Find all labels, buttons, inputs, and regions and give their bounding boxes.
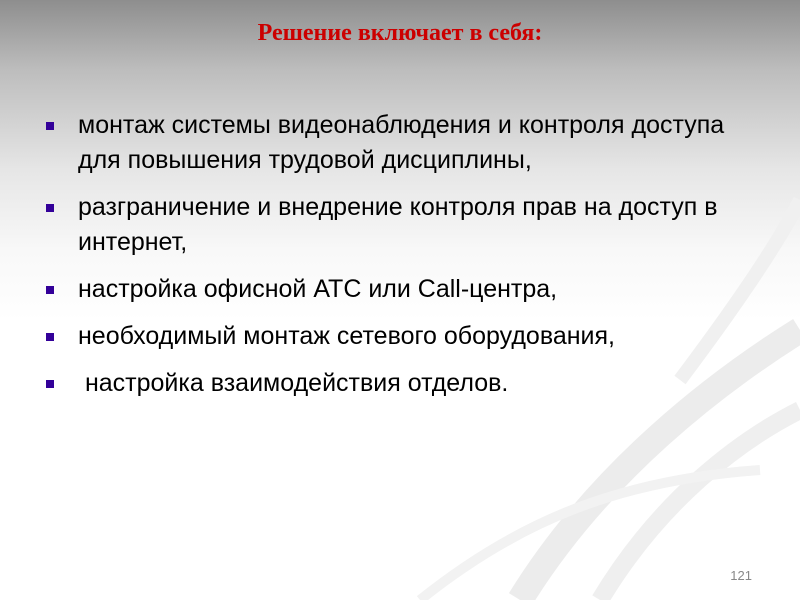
slide-title: Решение включает в себя: xyxy=(257,20,543,46)
bullet-list xyxy=(40,108,770,413)
page-number: 121 xyxy=(730,568,752,583)
bullet-text: разграничение и внедрение контроля прав на доступ в интернет, xyxy=(78,193,718,256)
list-item xyxy=(40,366,770,401)
list-item xyxy=(40,190,770,260)
bullet-text: настройка офисной АТС или Call-центра, xyxy=(78,275,558,303)
bullet-text: необходимый монтаж сетевого оборудования, xyxy=(78,322,615,350)
bullet-square-icon xyxy=(46,122,54,130)
bullet-square-icon xyxy=(46,380,54,388)
bullet-square-icon xyxy=(46,204,54,212)
bullet-square-icon xyxy=(46,286,54,294)
bullet-text: монтаж системы видеонаблюдения и контроля доступа для повышения трудовой дисциплины, xyxy=(78,111,725,174)
bullet-text: настройка взаимодействия отделов. xyxy=(78,369,509,397)
list-item xyxy=(40,319,770,354)
list-item xyxy=(40,272,770,307)
bullet-square-icon xyxy=(46,333,54,341)
list-item xyxy=(40,108,770,178)
